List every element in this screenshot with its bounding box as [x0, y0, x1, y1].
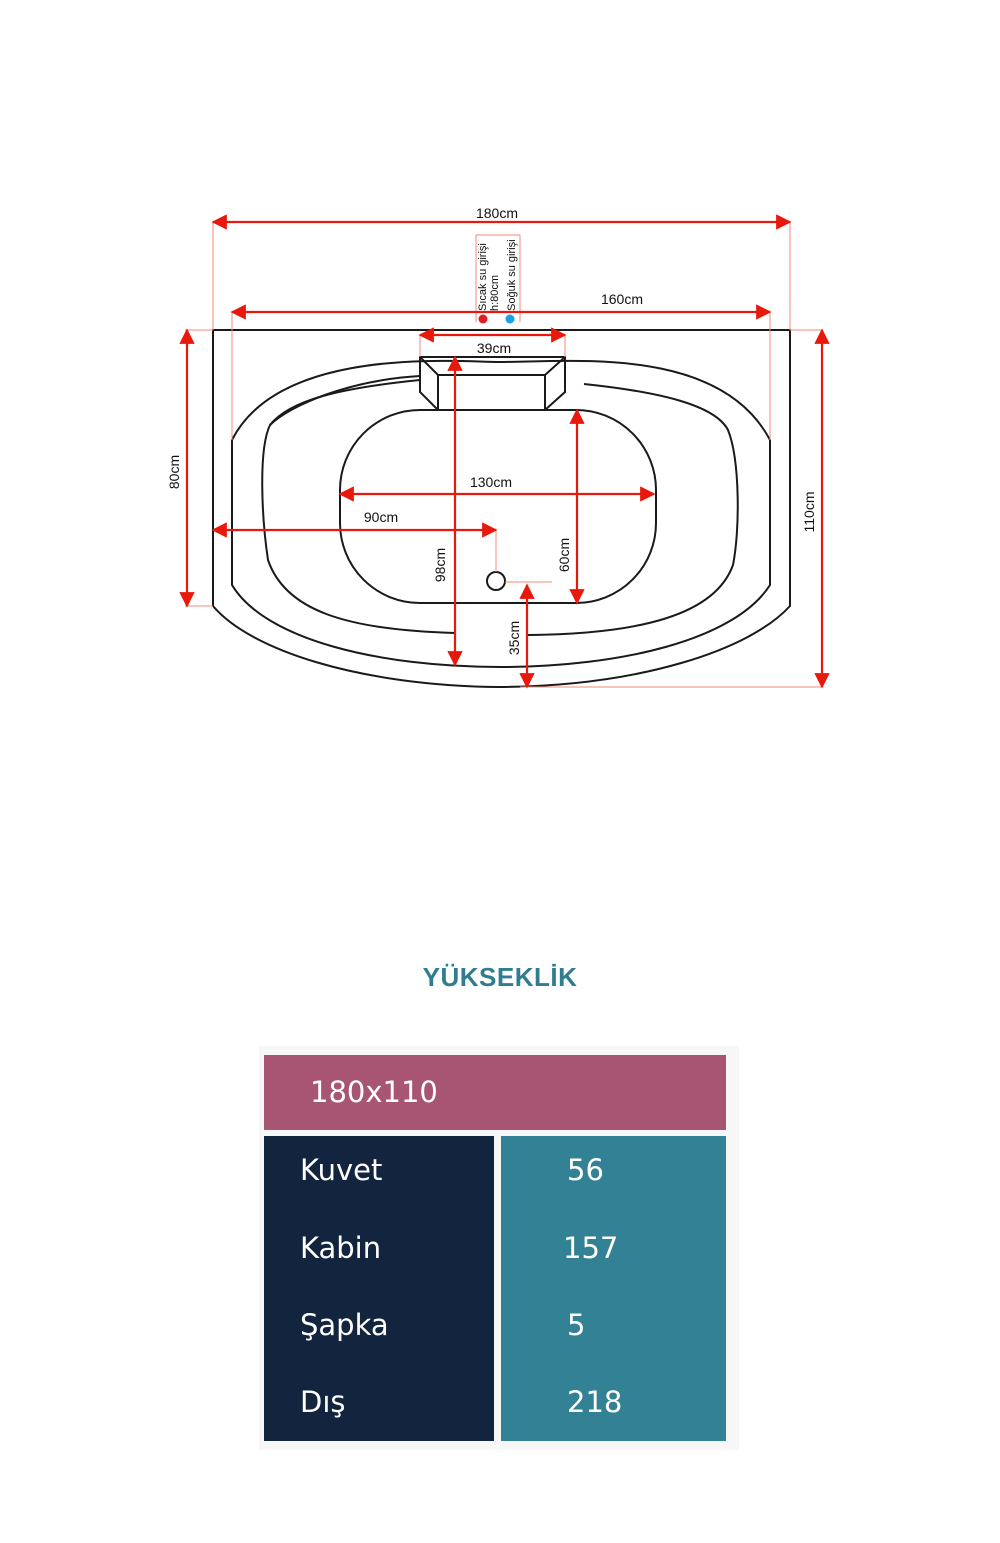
- value-column: [501, 1136, 726, 1441]
- extension-lines: [185, 222, 822, 687]
- hot-inlet-label: Sıcak su girişi: [477, 243, 489, 311]
- tub-outline: [213, 330, 790, 687]
- drain-icon: [487, 572, 505, 590]
- label-39: 39cm: [476, 340, 512, 356]
- label-80: 80cm: [166, 454, 182, 490]
- section-title: YÜKSEKLİK: [422, 962, 578, 992]
- hot-inlet-height-label: h:80cm: [489, 274, 501, 311]
- row-value-kabin: 157: [563, 1231, 619, 1265]
- label-130: 130cm: [469, 474, 513, 490]
- label-60: 60cm: [556, 537, 572, 573]
- cold-inlet-icon: [506, 315, 515, 324]
- bathtub-dimension-diagram: [0, 0, 1000, 760]
- cold-inlet-label: Soğuk su girişi: [506, 239, 518, 311]
- headrest: [420, 357, 565, 410]
- label-110: 110cm: [801, 491, 817, 533]
- basin-slope: [262, 380, 455, 633]
- height-table: [259, 1046, 739, 1450]
- row-label-kabin: Kabin: [300, 1231, 382, 1265]
- table-header-label: 180x110: [310, 1075, 438, 1109]
- row-value-dis: 218: [567, 1385, 623, 1419]
- table-header: [264, 1055, 726, 1130]
- row-label-kuvet: Kuvet: [300, 1153, 383, 1187]
- row-value-kuvet: 56: [567, 1153, 604, 1187]
- hot-inlet-icon: [479, 315, 488, 324]
- label-160: 160cm: [600, 291, 644, 307]
- label-180: 180cm: [475, 205, 519, 221]
- label-98: 98cm: [432, 547, 448, 583]
- dimension-lines: [187, 222, 822, 687]
- label-35: 35cm: [506, 620, 522, 656]
- row-value-sapka: 5: [567, 1308, 586, 1342]
- row-label-sapka: Şapka: [300, 1308, 389, 1342]
- inner-rim: [232, 361, 770, 667]
- label-column: [264, 1136, 494, 1441]
- label-90: 90cm: [363, 509, 399, 525]
- row-label-dis: Dış: [300, 1385, 346, 1419]
